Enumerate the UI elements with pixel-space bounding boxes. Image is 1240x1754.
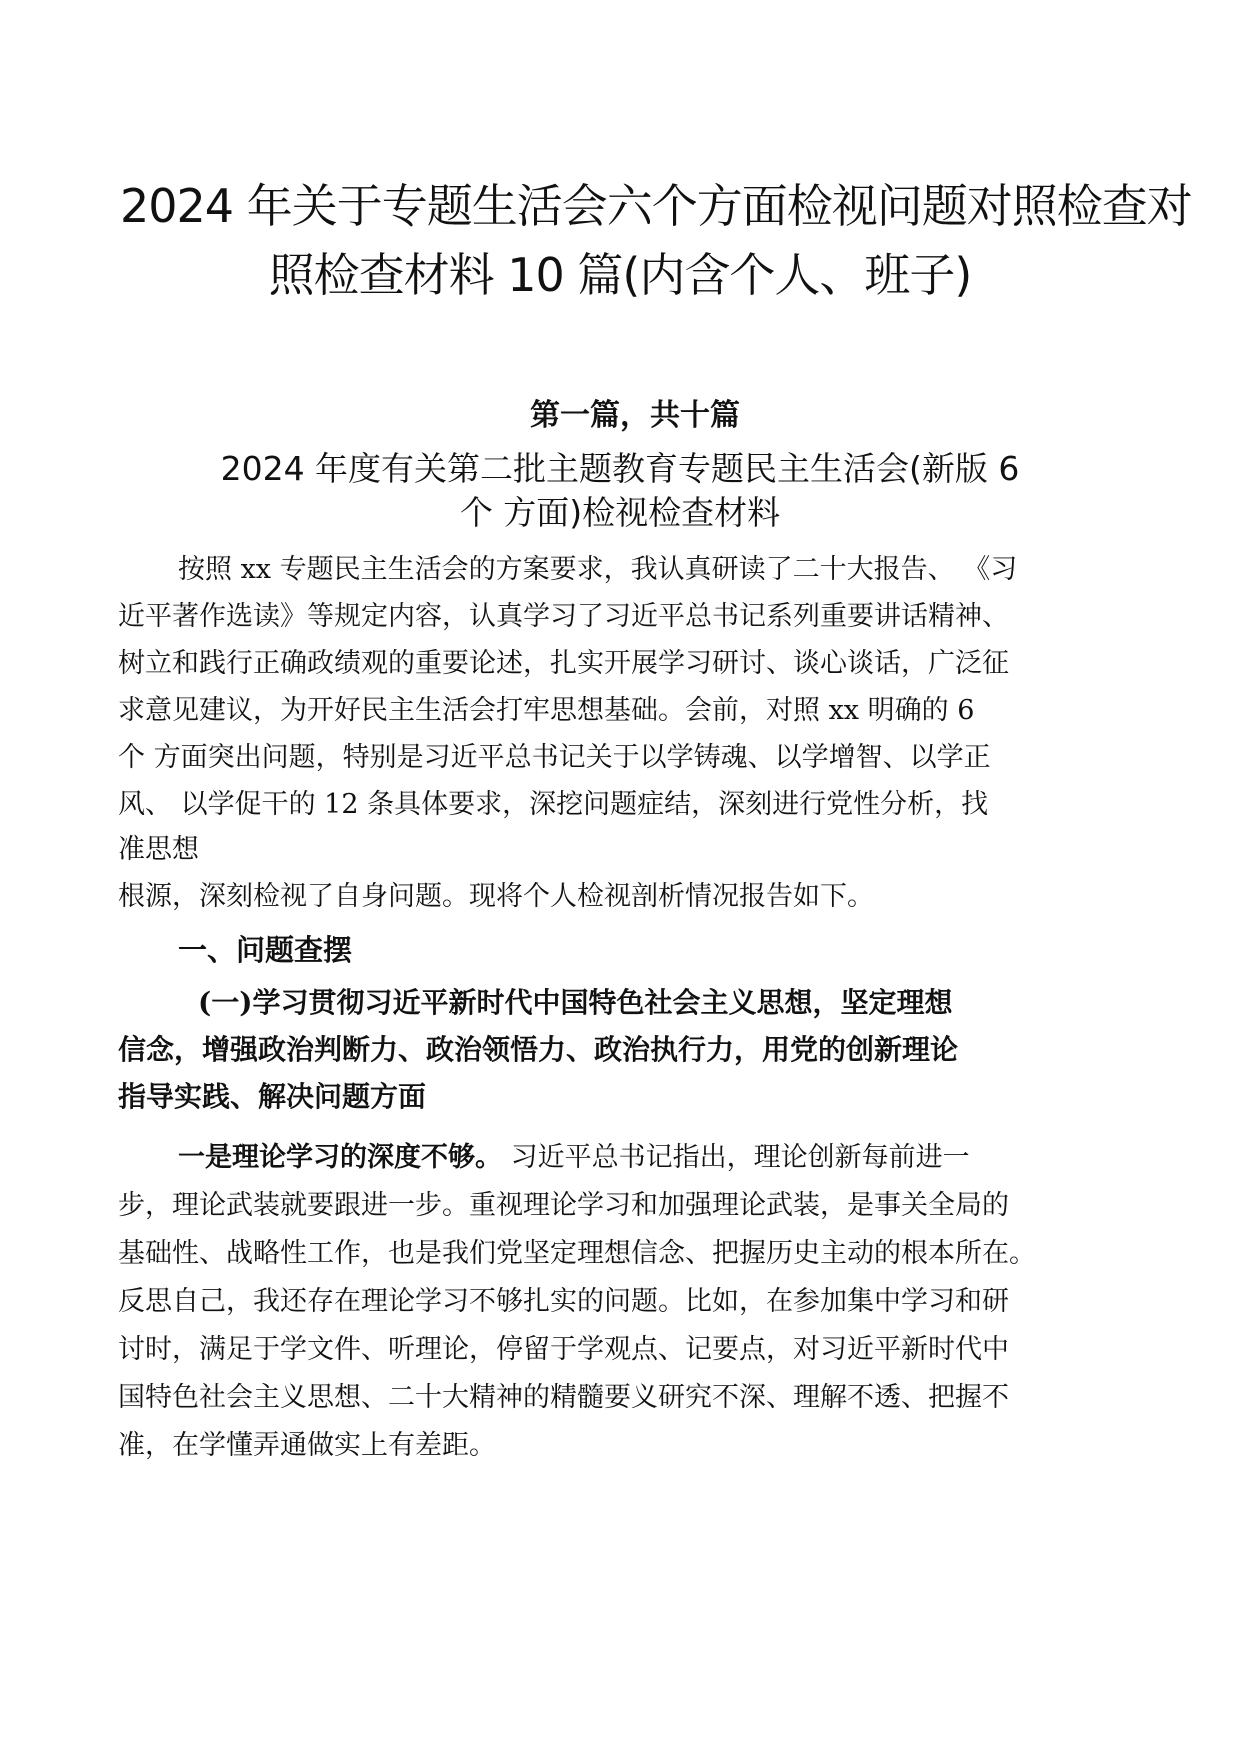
intro-line: 近平著作选读》等规定内容，认真学习了习近平总书记系列重要讲话精神、 <box>118 601 1009 632</box>
intro-line: 风、 以学促干的 12 条具体要求，深挖问题症结，深刻进行党性分析，找 <box>118 789 989 820</box>
subtitle-line-1: 2024 年度有关第二批主题教育专题民主生活会(新版 6 <box>220 449 1020 488</box>
sub-heading-line: (一)学习贯彻习近平新时代中国特色社会主义思想，坚定理想 <box>198 986 953 1019</box>
intro-line: 准思想 <box>118 834 199 865</box>
point-1-line: 国特色社会主义思想、二十大精神的精髓要义研究不深、理解不透、把握不 <box>118 1382 1009 1413</box>
point-1-first-line <box>178 1138 970 1178</box>
point-1-line: 讨时，满足于学文件、听理论，停留于学观点、记要点，对习近平新时代中 <box>118 1334 1009 1365</box>
section-label: 第一篇，共十篇 <box>530 398 740 433</box>
intro-line: 求意见建议，为开好民主生活会打牢思想基础。会前，对照 xx 明确的 6 <box>118 695 975 726</box>
point-1-first-rest: 习近平总书记指出，理论创新每前进一 <box>502 1142 970 1173</box>
intro-line: 根源，深刻检视了自身问题。现将个人检视剖析情况报告如下。 <box>118 881 874 912</box>
sub-heading-line: 指导实践、解决问题方面 <box>118 1080 427 1113</box>
document-title-line-1: 2024 年关于专题生活会六个方面检视问题对照检查对 <box>120 179 1192 233</box>
section-heading: 一、问题查摆 <box>178 933 353 967</box>
point-1-line: 步，理论武装就要跟进一步。重视理论学习和加强理论武装，是事关全局的 <box>118 1190 1009 1221</box>
point-1-line: 基础性、战略性工作，也是我们党坚定理想信念、把握历史主动的根本所在。 <box>118 1238 1036 1269</box>
intro-line: 个 方面突出问题，特别是习近平总书记关于以学铸魂、以学增智、以学正 <box>118 742 991 773</box>
document-title-line-2: 照检查材料 10 篇(内含个人、班子) <box>268 248 972 302</box>
point-1-lead: 一是理论学习的深度不够。 <box>178 1142 502 1173</box>
subtitle-line-2: 个 方面)检视检查材料 <box>459 493 781 532</box>
point-1-line: 反思自己，我还存在理论学习不够扎实的问题。比如，在参加集中学习和研 <box>118 1286 1009 1317</box>
point-1-line: 准，在学懂弄通做实上有差距。 <box>118 1430 496 1461</box>
intro-line: 树立和践行正确政绩观的重要论述，扎实开展学习研讨、谈心谈话，广泛征 <box>118 648 1009 679</box>
intro-line: 按照 xx 专题民主生活会的方案要求，我认真研读了二十大报告、 《习 <box>178 554 1018 585</box>
sub-heading-line: 信念，增强政治判断力、政治领悟力、政治执行力，用党的创新理论 <box>118 1033 959 1066</box>
